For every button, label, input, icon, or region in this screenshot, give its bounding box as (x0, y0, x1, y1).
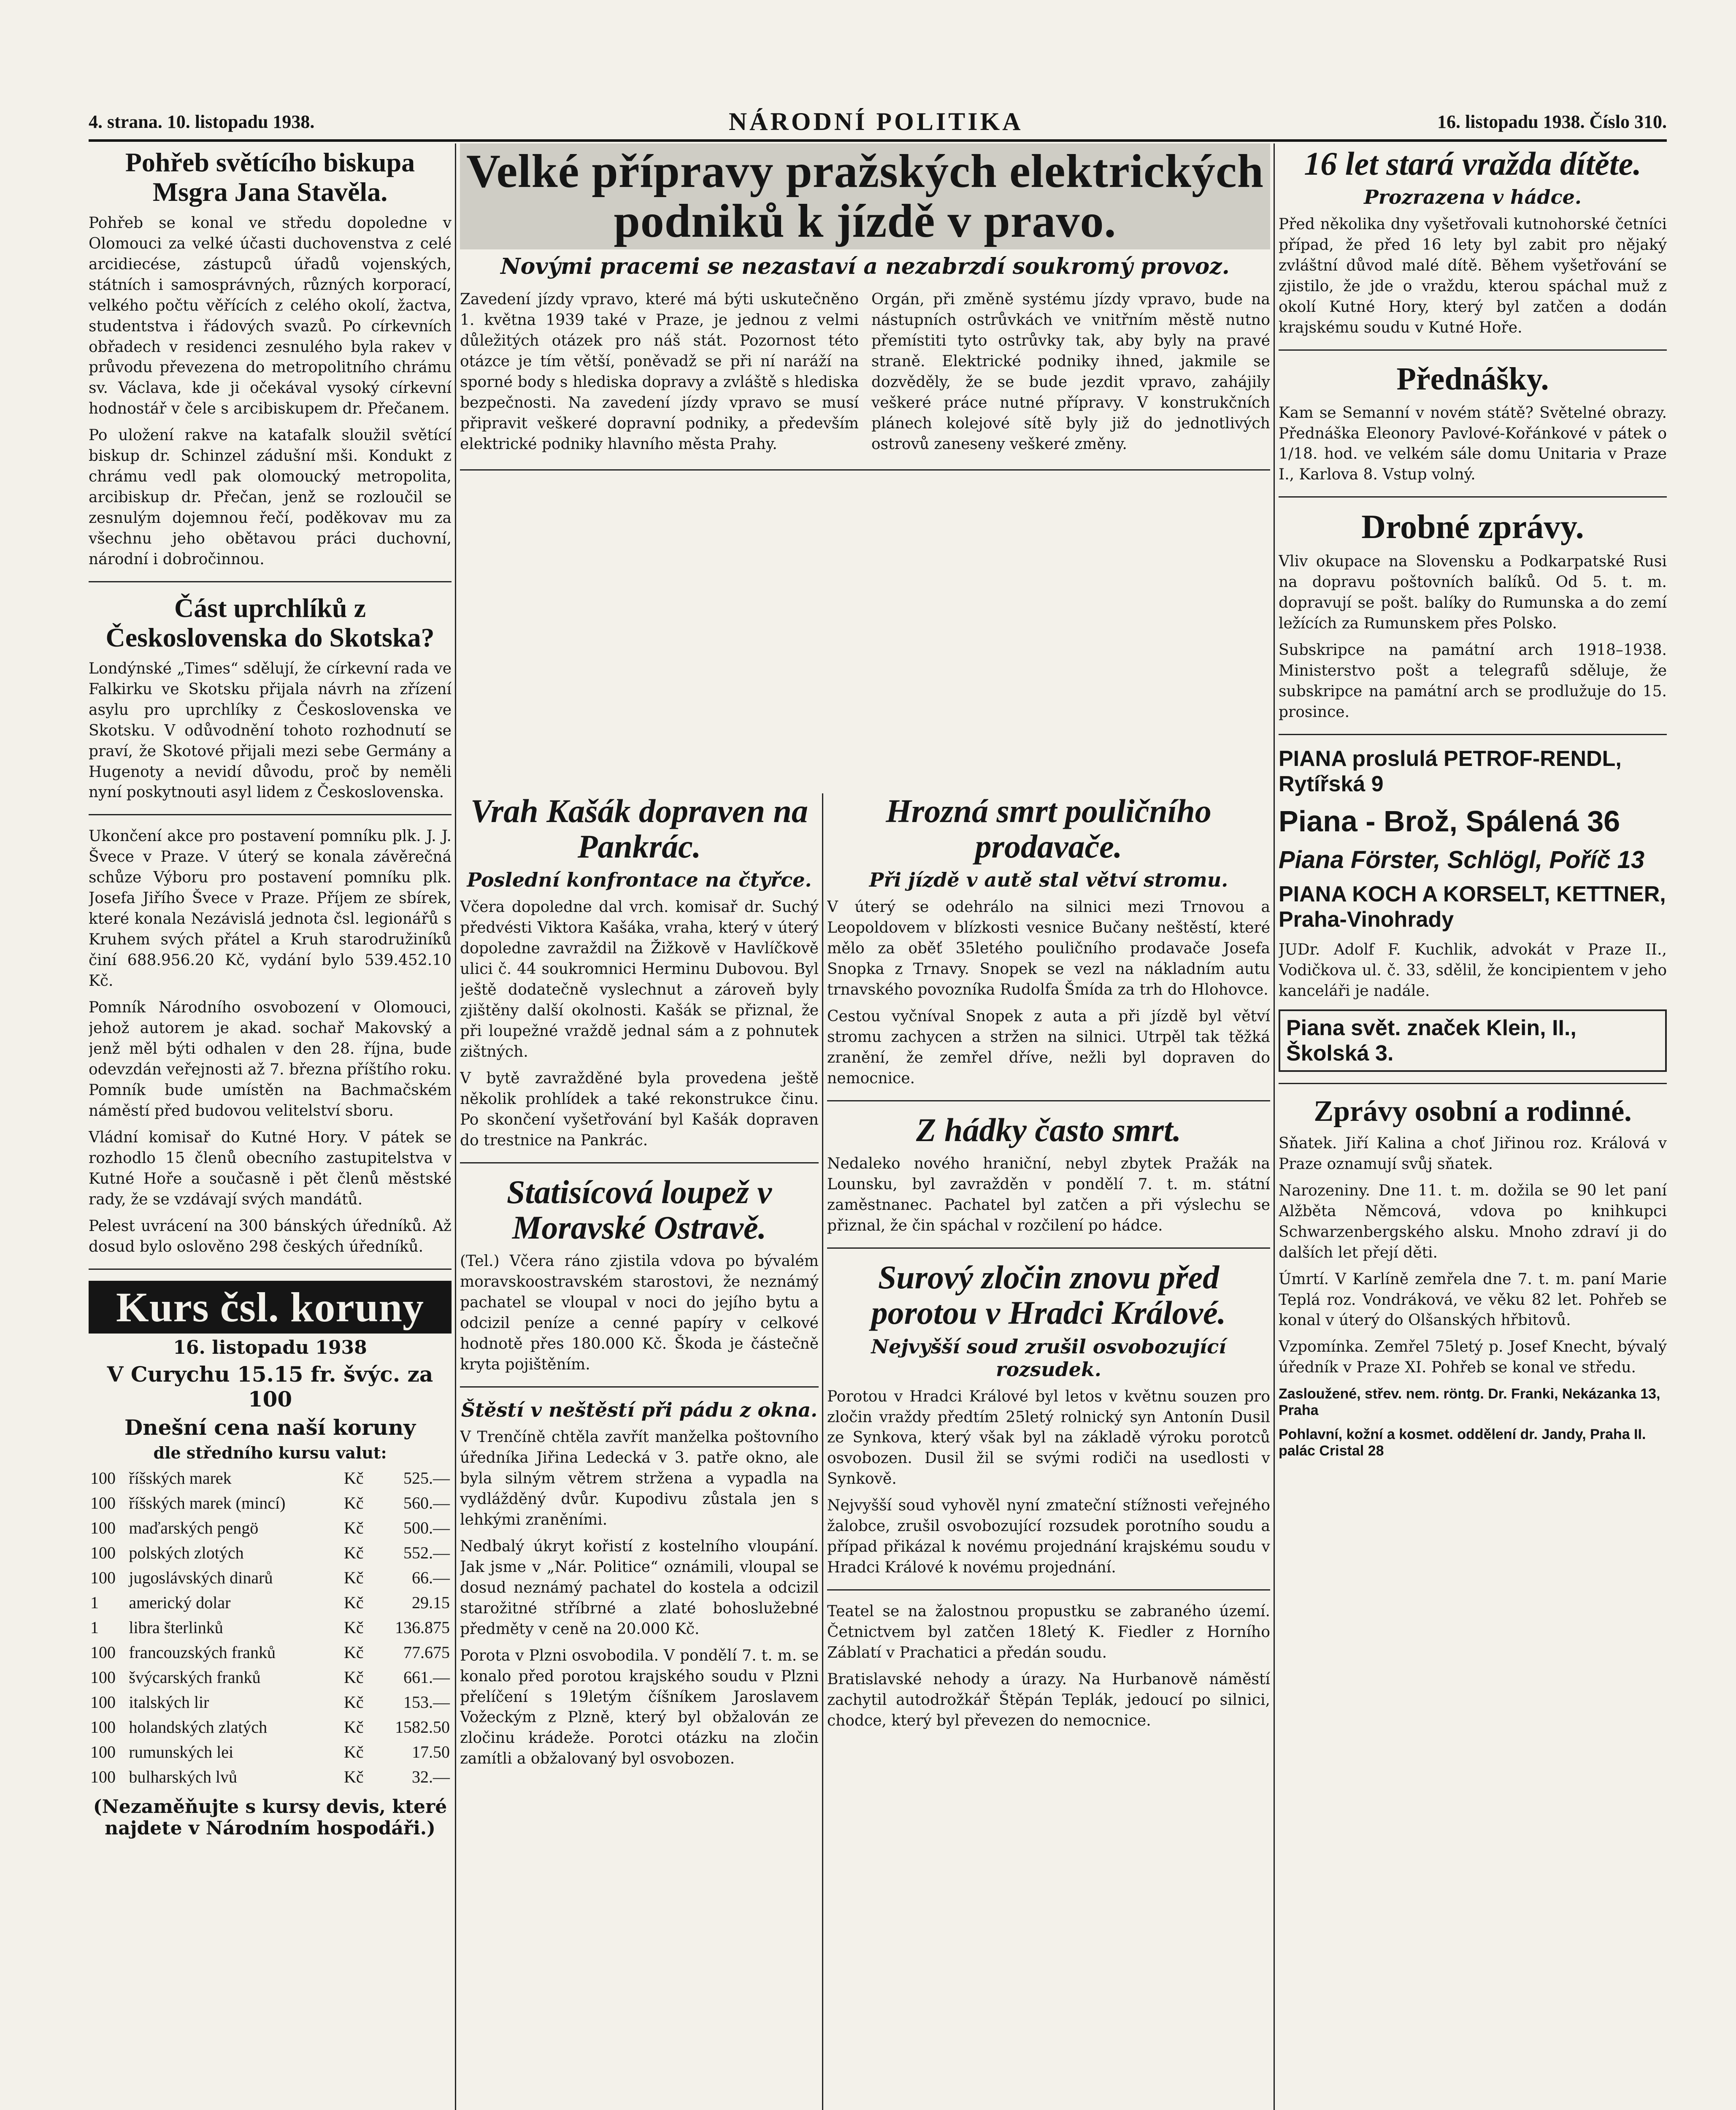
page-header (89, 105, 1667, 138)
rate-value: 153.— (403, 1692, 450, 1712)
exchange-rate-row (89, 1491, 452, 1515)
article-paragraph: Před několika dny vyšetřovali kutnohorské četníci případ, že před 16 lety byl zabit pro nějaký zvláštní důvod malé dítě. Během vyšetřování se zjistilo, že jde o vraždu, kterou spáchal muž z okolí Kutné Hory, který byl zatčen a dodán krajskému soudu v Kutné Hoře. (1279, 216, 1667, 336)
article-title: Hrozná smrt pouličního prodavače. (886, 793, 1211, 865)
separator (827, 1589, 1270, 1591)
rate-value: 1582.50 (395, 1717, 450, 1737)
rate-unit: Kč (343, 1493, 364, 1512)
article-paragraph: (Tel.) Včera ráno zjistila vdova po bývalém moravskoostravském starostovi, že neznámý pachatel se vloupal v noci do jejího bytu a odcizil peníze a cenné papíry v celkové hodnotě přes 180.000 Kč. Škoda je částečně kryta pojištěním. (460, 1252, 819, 1374)
article-paragraph: Porota v Plzni osvobodila. V pondělí 7. t. m. se konalo před porotou krajského soudu v Plzni přelíčení s 19letým číšníkem Jaroslavem Vožeckým z Plzně, který byl obžalován ze zločinu krádeže. Porotci otázku na zločin zamítli a obžalovaný byl osvobozen. (460, 1647, 819, 1768)
article-title: Z hádky často smrt. (916, 1112, 1182, 1149)
rate-currency-name: jugoslávských dinarů (129, 1568, 273, 1587)
article-paragraph: V Trenčíně chtěla zavřít manželka poštovního úředníka Jiřina Ledecká v 3. patře okno, ale byla silným větrem stržena a vypadla na vydlážděný dvůr. Kupodivu zůstala jen s lehkými zraněními. (460, 1428, 819, 1528)
rate-currency-name: říšských marek (129, 1468, 232, 1488)
rate-value: 17.50 (412, 1742, 450, 1761)
article-paragraph: Pohřeb se konal ve středu dopoledne v Olomouci za velké účasti duchovenstva z celé arcidiecése, zástupců úřadů vojenských, státních i samosprávných, různých korporací, velkého počtu věřících z celého okolí, žactva, studentstva i řádových svazů. Po církevních obřadech v residenci zesnulého byla rakev v průvodu převezena do metropolitního chrámu sv. Václava, kde ji očekával vysoký církevní hodnostář v čele s arcibiskupem dr. Přečanem. (89, 214, 452, 418)
article-paragraph: V bytě zavražděné byla provedena ještě několik prohlídek a také rekonstrukce činu. Po skončení vyšetřování byl Kašák dopraven do trestnice na Pankrác. (460, 1070, 819, 1149)
column-2 (460, 793, 819, 2110)
rate-currency-name: švýcarských franků (129, 1667, 261, 1687)
article-paragraph: Vládní komisař do Kutné Hory. V pátek se rozhodlo 15 členů obecního zastupitelstva v Kutné Hoře a současně i pět členů městské rady, že se vzdávají svých mandátů. (89, 1128, 452, 1208)
exchange-rates-subtitle-2: dle středního kursu valut: (153, 1443, 387, 1462)
article-paragraph: Londýnské „Times“ sdělují, že církevní rada ve Falkirku ve Skotsku přijala návrh na zřízení asylu pro uprchlíky z Československa ve Skotsku. V odůvodnění tohoto rozhodnutí se praví, že Skotové přijali mezi sebe Germány a Hugenoty a nevidí důvodu, proč by neměli nyní poskytnouti asyl lidem z Československa. (89, 660, 452, 801)
article-paragraph: V úterý se odehrálo na silnici mezi Trnovou a Leopoldovem v blízkosti vesnice Bučany neštěstí, které mělo za oběť 35letého pouličního prodavače Josefa Snopka z Trnavy. Snopek se vezl na nákladním autu trnavského povozníka Rudolfa Šmída za trh do Hlohovce. (827, 898, 1270, 999)
advertisement: Piana Förster, Schlögl, Poříč 13 (1279, 846, 1645, 874)
separator (89, 1269, 452, 1270)
exchange-rate-row (89, 1715, 452, 1739)
article-title: Štěstí v neštěstí při pádu z okna. (461, 1399, 818, 1422)
rate-quantity: 100 (90, 1717, 116, 1737)
rate-currency-name: polských zlotých (129, 1543, 244, 1562)
rate-currency-name: rumunských lei (129, 1742, 234, 1761)
separator (89, 814, 452, 815)
rate-quantity: 100 (90, 1642, 116, 1662)
article-paragraph: Včera dopoledne dal vrch. komisař dr. Suchý předvésti Viktora Kašáka, vraha, který v úterý dopoledne zavraždil na Žižkově v Havlíčkově ulici č. 44 soukromnici Herminu Dubovou. Byl ještě dodatečně vyslechnut a zároveň byly zjištěny další okolnosti. Kašák se přiznal, že při loupežné vraždě jednal sám a z pohnutek zištných. (460, 898, 819, 1061)
article-paragraph: Pomník Národního osvobození v Olomouci, jehož autorem je akad. sochař Makovský a jenž měl býti odhalen v den 28. října, bude odevzdán veřejnosti až 7. března příštího roku. Pomník bude umístěn na Bachmačském náměstí před budovou velitelství sboru. (89, 999, 452, 1120)
article-paragraph: Subskripce na památní arch 1918–1938. Ministerstvo pošt a telegrafů sděluje, že subskripce na památní arch se prodlužuje do 15. prosince. (1279, 641, 1667, 721)
rate-quantity: 100 (90, 1568, 116, 1587)
article-title: Surový zločin znovu před porotou v Hradci Králové. (871, 1259, 1226, 1331)
rate-unit: Kč (343, 1543, 364, 1562)
exchange-rate-row (89, 1515, 452, 1540)
header-date-left: 4. strana. 10. listopadu 1938. (89, 111, 315, 132)
article-title: Pohřeb světícího biskupa Msgra Jana Stavěla. (125, 147, 415, 207)
section-title: Přednášky. (1396, 361, 1549, 397)
rate-currency-name: bulharských lvů (129, 1767, 238, 1786)
header-rule (89, 139, 1667, 142)
exchange-rate-row (89, 1615, 452, 1640)
exchange-rate-row (89, 1640, 452, 1665)
separator (827, 1100, 1270, 1101)
masthead: NÁRODNÍ POLITIKA (728, 107, 1023, 135)
rate-unit: Kč (343, 1593, 364, 1612)
separator (1279, 349, 1667, 351)
exchange-rate-row (89, 1665, 452, 1690)
exchange-rate-row (89, 1764, 452, 1789)
section-title: Drobné zprávy. (1361, 509, 1584, 546)
rate-unit: Kč (343, 1717, 364, 1737)
rate-unit: Kč (343, 1568, 364, 1587)
exchange-rate-row (89, 1590, 452, 1615)
rate-quantity: 100 (90, 1468, 116, 1488)
article-paragraph: Po uložení rakve na katafalk sloužil světící biskup dr. Schinzel zádušní mši. Kondukt z chrámu vedl pak olomoucký metropolita, arcibiskup dr. Přečan, jenž se rozloučil se zesnulým dojemnou řečí, poděkovav mu za všechnu jeho obětavou práci duchovní, národní i dobročinnou. (89, 427, 452, 568)
rate-currency-name: maďarských pengö (129, 1518, 259, 1537)
article-paragraph: Vzpomínka. Zemřel 75letý p. Josef Knecht, bývalý úředník v Praze XI. Pohřeb se konal ve středu. (1279, 1338, 1667, 1377)
rate-quantity: 100 (90, 1667, 116, 1687)
lead-subtitle: Novými pracemi se nezastaví a nezabrzdí soukromý provoz. (500, 254, 1230, 280)
rate-quantity: 100 (90, 1518, 116, 1537)
advertisement: Piana - Brož, Spálená 36 (1279, 804, 1620, 838)
article-paragraph: Sňatek. Jiří Kalina a choť Jiřinou roz. Králová v Praze oznamují svůj sňatek. (1279, 1134, 1667, 1173)
exchange-rate-row (89, 1565, 452, 1590)
rate-quantity: 100 (90, 1543, 116, 1562)
rate-quantity: 100 (90, 1692, 116, 1712)
article-paragraph: Orgán, při změně systému jízdy vpravo, bude na nástupních ostrůvkách ve vnitřním městě nutno přemístiti tyto ostrůvky tak, aby byly na pravé straně. Elektrické podniky ihned, jakmile se dozvěděly, že se bude jezdit vpravo, zahájily veškeré práce nutné přípravy. V konstrukčních plánech kolejové sítě byly již do jednotlivých ostrovů zaneseny veškeré změny. (871, 291, 1270, 453)
rate-quantity: 100 (90, 1493, 116, 1512)
article-subtitle: Prozrazena v hádce. (1364, 186, 1582, 209)
rate-unit: Kč (343, 1642, 364, 1662)
article-paragraph: Bratislavské nehody a úrazy. Na Hurbanově náměstí zachytil autodrožkář Štěpán Teplák, jedoucí po silnici, chodce, který byl převezen do nemocnice. (827, 1671, 1270, 1729)
exchange-rates-date: 16. listopadu 1938 (173, 1336, 367, 1358)
rate-value: 66.— (412, 1568, 450, 1587)
advertisement: PIANA KOCH A KORSELT, KETTNER, Praha-Vinohrady (1279, 882, 1666, 932)
article-paragraph: Narozeniny. Dne 11. t. m. dožila se 90 let paní Alžběta Němcová, vdova po knihkupci Schwarzenbergského alsku. Mnoho zdraví ji do dalších let přejí děti. (1279, 1182, 1667, 1261)
article-subtitle: Při jízdě v autě stal větví stromu. (869, 868, 1228, 892)
small-advertisement: Zasloužené, střev. nem. röntg. Dr. Franki, Nekázanka 13, Praha (1279, 1386, 1660, 1419)
rate-quantity: 100 (90, 1767, 116, 1786)
article-title: Statisícová loupež v Moravské Ostravě. (506, 1173, 772, 1246)
section-title: Zprávy osobní a rodinné. (1314, 1095, 1632, 1128)
rate-quantity: 1 (90, 1593, 99, 1612)
rate-unit: Kč (343, 1618, 364, 1637)
rate-currency-name: americký dolar (129, 1593, 231, 1612)
article-title: Část uprchlíků z Československa do Skotska? (105, 592, 435, 653)
rate-quantity: 1 (90, 1618, 99, 1637)
article-paragraph: Nedbalý úkryt kořistí z kostelního vloupání. Jak jsme v „Nár. Politice“ oznámili, vloupal se dosud neznámý pachatel do kostela a odcizil starožitné stříbrné a zlaté bohoslužebné předměty v ceně na 20.000 Kč. (460, 1537, 819, 1638)
advertisement: PIANA proslulá PETROF-RENDL, Rytířská 9 (1279, 746, 1622, 796)
header-date-right: 16. listopadu 1938. Číslo 310. (1437, 111, 1667, 132)
separator (460, 1162, 819, 1163)
column-3 (827, 793, 1270, 2110)
exchange-rate-row (89, 1540, 452, 1565)
column-1 (89, 143, 452, 2110)
exchange-rate-row (89, 1690, 452, 1715)
exchange-rate-row (89, 1466, 452, 1491)
rate-unit: Kč (343, 1518, 364, 1537)
lead-body (460, 284, 1270, 461)
exchange-rate-row (89, 1739, 452, 1764)
article-title: 16 let stará vražda dítěte. (1304, 145, 1641, 182)
rate-value: 560.— (403, 1493, 450, 1512)
separator (460, 1386, 819, 1388)
rate-unit: Kč (343, 1468, 364, 1488)
rate-currency-name: holandských zlatých (129, 1717, 268, 1737)
rate-value: 500.— (403, 1518, 450, 1537)
rate-currency-name: libra šterlinků (129, 1618, 223, 1637)
separator (1279, 1083, 1667, 1084)
rate-unit: Kč (343, 1692, 364, 1712)
exchange-rates-subtitle: Dnešní cena naší koruny (124, 1415, 416, 1440)
rate-currency-name: francouzských franků (129, 1642, 276, 1662)
separator (1279, 734, 1667, 735)
article-paragraph: Úmrtí. V Karlíně zemřela dne 7. t. m. paní Marie Teplá roz. Vondráková, ve věku 82 let. Pohřeb se konal v úterý do Olšanských hřbitovů. (1279, 1270, 1667, 1329)
article-paragraph: Kam se Semanní v novém státě? Světelné obrazy. Přednáška Eleonory Pavlové-Kořánkové v pátek o 1/18. hod. ve velkém sále domu Unitaria v Praze I., Karlova 8. Vstup volný. (1279, 404, 1667, 484)
rate-value: 136.875 (395, 1618, 450, 1637)
rate-value: 32.— (412, 1767, 450, 1786)
article-paragraph: Nedaleko nového hraniční, nebyl zbytek Pražák na Lounsku, byl zavražděn v pondělí 7. t. m. státní zaměstnanec. Pachatel byl zatčen a při výslechu se přiznal, že čin spáchal v rozčilení po hádce. (827, 1155, 1270, 1235)
article-paragraph: Teatel se na žalostnou propustku se zabraného území. Četnictvem byl zatčen 18letý K. Fiedler z Horního Záblatí v Prachatici a předán soudu. (827, 1603, 1270, 1662)
column-divider (822, 793, 823, 2110)
rate-value: 525.— (403, 1468, 450, 1488)
article-paragraph: Pelest uvrácení na 300 bánských úředníků. Až dosud bylo oslověno 298 českých úředníků. (89, 1217, 452, 1255)
rate-unit: Kč (343, 1742, 364, 1761)
article-paragraph: Ukončení akce pro postavení pomníku plk. J. J. Švece v Praze. V úterý se konala závěrečná schůze Výboru pro postavení pomníku plk. Josefa Jiřího Švece v Praze. Příjem ze sbírek, které konala Nezávislá jednota čsl. legionářů s Kruhem svých přátel a Kruh starodružiníků činí 688.956.20 Kč, vydání bylo 539.452.10 Kč. (89, 828, 452, 990)
rate-unit: Kč (343, 1667, 364, 1687)
exchange-rates-table (89, 1466, 452, 1789)
exchange-rates-title: Kurs čsl. koruny (89, 1281, 452, 1334)
rate-value: 661.— (403, 1667, 450, 1687)
lead-title: Velké přípravy pražských elektrických podniků k jízdě v pravo. (460, 143, 1270, 249)
rate-quantity: 100 (90, 1742, 116, 1761)
advertisement-text: JUDr. Adolf F. Kuchlik, advokát v Praze II., Vodičkova ul. č. 33, sdělil, že koncipientem v jeho kanceláři je nadále. (1279, 941, 1667, 1000)
article-paragraph: Porotou v Hradci Králové byl letos v květnu souzen pro zločin vraždy předtím 25letý rolnický syn Antonín Dusil ze Synkova, který však byl na základě výroku porotců osvobozen. Dusil žil se svými rodiči na usedlosti v Synkově. (827, 1388, 1270, 1488)
article-subtitle: Nejvyšší soud zrušil osvobozující rozsudek. (871, 1335, 1226, 1381)
exchange-rates-note: (Nezaměňujte s kursy devis, které najdete v Národním hospodáři.) (93, 1796, 447, 1839)
rate-currency-name: říšských marek (mincí) (129, 1493, 286, 1512)
column-divider (1274, 143, 1275, 2110)
article-paragraph: Vliv okupace na Slovensku a Podkarpatské Rusi na dopravu poštovních balíků. Od 5. t. m. dopravují se pošt. balíky do Rumunska a do zemí ležících za Rumunskem přes Polsko. (1279, 553, 1667, 633)
advertisement: Piana svět. značek Klein, II., Školská 3. (1279, 1009, 1667, 1072)
article-title: Vrah Kašák dopraven na Pankrác. (471, 793, 808, 865)
article-subtitle: Poslední konfrontace na čtyřce. (467, 868, 812, 892)
rate-value: 552.— (403, 1543, 450, 1562)
lead-article (460, 143, 1270, 482)
rate-unit: Kč (343, 1767, 364, 1786)
rate-value: 77.675 (403, 1642, 450, 1662)
rate-value: 29.15 (412, 1593, 450, 1612)
separator (89, 581, 452, 582)
separator (460, 469, 1270, 471)
rate-currency-name: italských lir (129, 1692, 209, 1712)
separator (1279, 496, 1667, 498)
separator (827, 1247, 1270, 1249)
article-paragraph: Cestou vyčníval Snopek z auta a při jízdě byl větví stromu zachycen a stržen na silnici. Utrpěl tak těžká zranění, že zemřel dříve, nežli byl dopraven do nemocnice. (827, 1008, 1270, 1087)
article-paragraph: Nejvyšší soud vyhověl nyní zmateční stížnosti veřejného žalobce, zrušil osvobozující rozsudek porotního soudu a případ přikázal k novému projednání krajskému soudu v Hradci Králové k novému projednání. (827, 1497, 1270, 1577)
exchange-rates-zurich: V Curychu 15.15 fr. švýc. za 100 (107, 1361, 433, 1412)
article-paragraph: Zavedení jízdy vpravo, které má býti uskutečněno 1. května 1939 také v Praze, je jednou z velmi důležitých otázek pro náš stát. Pozornost této otázce je tím větší, poněvadž se při ní naráží na sporné body s hlediska dopravy a zvláště s hlediska bezpečnosti. Na zavedení jízdy vpravo se musí připravit veškeré dopravní podniky, a především elektrické podniky hlavního města Prahy. (460, 291, 859, 453)
column-4 (1279, 143, 1667, 2110)
column-divider (455, 143, 456, 2110)
small-advertisement: Pohlavní, kožní a kosmet. oddělení dr. Jandy, Praha II. palác Cristal 28 (1279, 1426, 1646, 1459)
